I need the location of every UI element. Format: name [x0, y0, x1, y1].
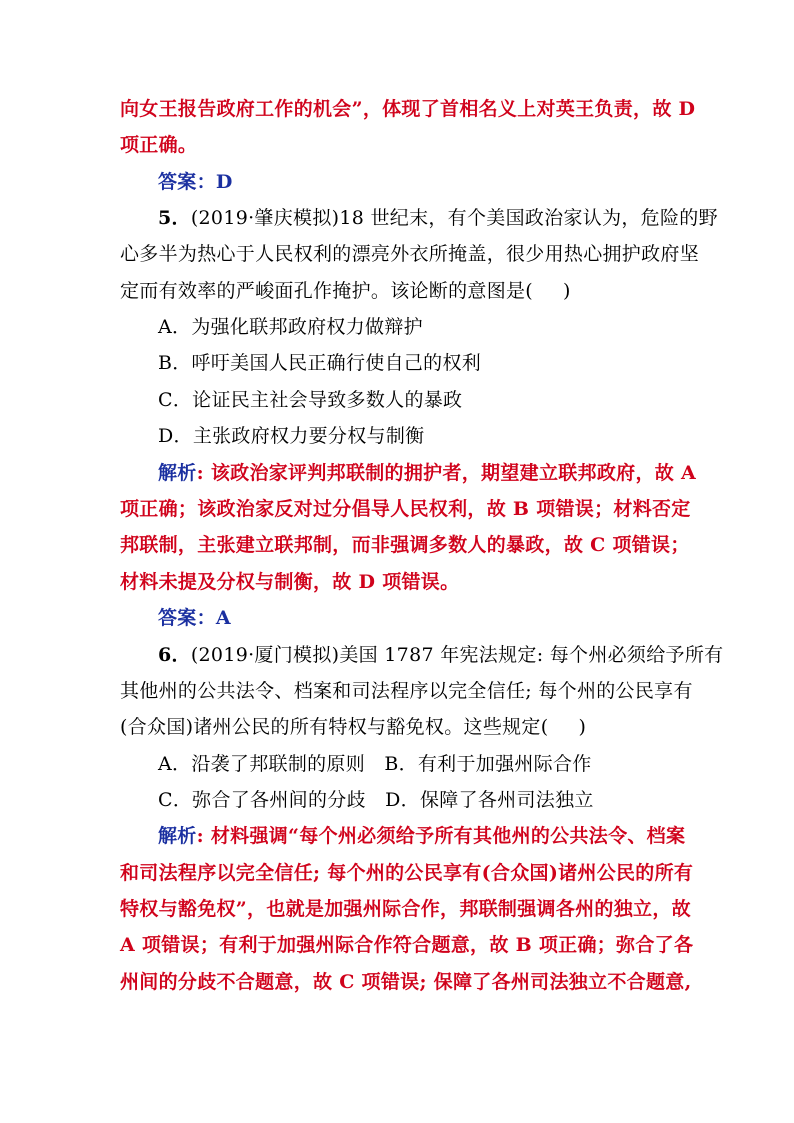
q6-analysis-line-3: 特权与豁免权”，也就是加强州际合作，邦联制强调各州的独立，故	[120, 898, 691, 920]
q5-analysis-line-3: 邦联制，主张建立联邦制，而非强调多数人的暴政，故 C 项错误；	[120, 534, 690, 556]
prev-analysis-line-1: 向女王报告政府工作的机会”，体现了首相名义上对英王负责，故 D	[120, 98, 696, 120]
q6-stem-line-2: 其他州的公共法令、档案和司法程序以完全信任; 每个州的公民享有	[120, 680, 693, 702]
q5-source: (2019·肇庆模拟)	[190, 207, 340, 229]
prev-analysis-line-2: 项正确。	[120, 134, 198, 156]
q6-options-row-2: C．弥合了各州间的分歧 D．保障了各州司法独立	[158, 789, 594, 811]
q6-analysis-line-4: A 项错误；有利于加强州际合作符合题意，故 B 项正确；弥合了各	[120, 934, 694, 956]
q6-analysis-line-1	[158, 824, 685, 848]
q5-option-b: B．呼吁美国人民正确行使自己的权利	[158, 352, 482, 374]
q5-analysis-text-1: : 该政治家评判邦联制的拥护者，期望建立联邦政府，故 A	[196, 462, 696, 484]
q6-source: (2019·厦门模拟)	[190, 644, 340, 666]
answer-value: D	[215, 171, 233, 193]
q5-number: 5．	[158, 207, 191, 229]
q5-stem-line-2: 心多半为热心于人民权利的漂亮外衣所掩盖，很少用热心拥护政府坚	[120, 243, 700, 265]
q5-close-paren: )	[563, 280, 571, 302]
q6-options-row-1: A．沿袭了邦联制的原则 B．有利于加强州际合作	[158, 753, 592, 775]
prev-answer	[158, 170, 233, 194]
q6-stem-line-1	[158, 643, 723, 667]
q5-analysis-line-2: 项正确；该政治家反对过分倡导人民权利，故 B 项错误；材料否定	[120, 498, 691, 520]
q5-stem-text-1: 18 世纪末，有个美国政治家认为，危险的野	[339, 207, 718, 229]
q5-option-d: D．主张政府权力要分权与制衡	[158, 425, 425, 447]
analysis-label: 解析	[158, 825, 197, 847]
answer-label: 答案：	[158, 607, 216, 629]
q6-analysis-line-2: 和司法程序以完全信任; 每个州的公民享有(合众国)诸州公民的所有	[120, 862, 694, 884]
q6-stem-text-1: 美国 1787 年宪法规定: 每个州必须给予所有	[339, 644, 724, 666]
q6-number: 6．	[158, 644, 191, 666]
answer-value: A	[215, 607, 231, 629]
q5-analysis-line-1	[158, 461, 696, 485]
q6-analysis-line-5: 州间的分歧不合题意，故 C 项错误; 保障了各州司法独立不合题意,	[120, 971, 692, 993]
q6-close-paren: )	[578, 716, 587, 738]
q5-option-a: A．为强化联邦政府权力做辩护	[158, 316, 423, 338]
q5-stem-line-3	[120, 279, 571, 303]
q5-option-c: C．论证民主社会导致多数人的暴政	[158, 389, 463, 411]
q5-stem-line-1	[158, 206, 718, 230]
q5-answer	[158, 606, 231, 630]
q6-analysis-text-1: : 材料强调“每个州必须给予所有其他州的公共法令、档案	[196, 825, 686, 847]
answer-label: 答案：	[158, 171, 216, 193]
q5-analysis-line-4: 材料未提及分权与制衡，故 D 项错误。	[120, 571, 460, 593]
q6-stem-text-3: (合众国)诸州公民的所有特权与豁免权。这些规定(	[120, 716, 549, 738]
q5-stem-text-3: 定而有效率的严峻面孔作掩护。该论断的意图是(	[120, 280, 534, 302]
q6-stem-line-3	[120, 715, 586, 739]
analysis-label: 解析	[158, 462, 197, 484]
